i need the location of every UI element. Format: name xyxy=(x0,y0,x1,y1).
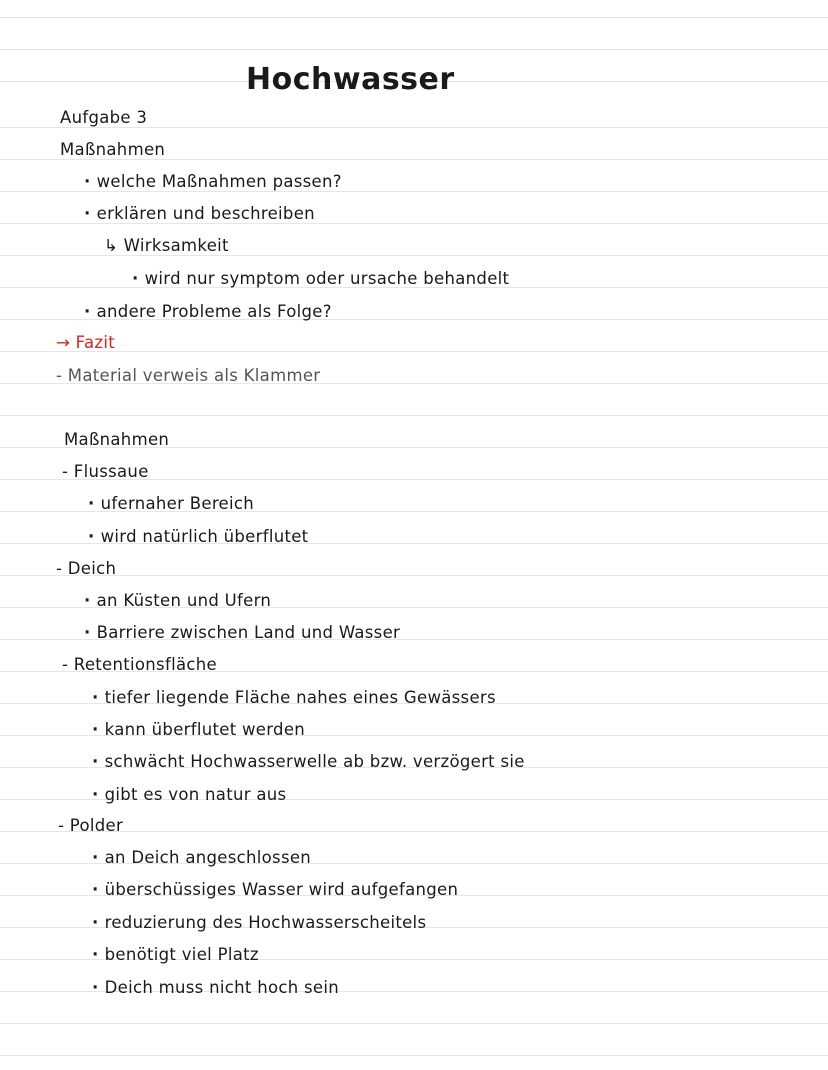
list-item: · an Küsten und Ufern xyxy=(84,591,271,611)
page-title: Hochwasser xyxy=(246,62,455,97)
list-item: · welche Maßnahmen passen? xyxy=(84,172,342,192)
list-item: · an Deich angeschlossen xyxy=(92,848,311,868)
list-item: · andere Probleme als Folge? xyxy=(84,302,332,322)
material-note: - Material verweis als Klammer xyxy=(56,366,321,385)
list-item: · kann überflutet werden xyxy=(92,720,305,740)
list-item: · ufernaher Bereich xyxy=(88,494,254,514)
list-item: · benötigt viel Platz xyxy=(92,945,259,965)
retention-label: - Retentionsfläche xyxy=(62,655,217,674)
list-item: · Deich muss nicht hoch sein xyxy=(92,978,339,998)
list-item: · reduzierung des Hochwasserscheitels xyxy=(92,913,426,933)
list-item: · erklären und beschreiben xyxy=(84,204,315,224)
list-item: · Barriere zwischen Land und Wasser xyxy=(84,623,400,643)
list-item: · wird natürlich überflutet xyxy=(88,527,308,547)
sub-item: ↳ Wirksamkeit xyxy=(104,236,229,255)
list-item: · schwächt Hochwasserwelle ab bzw. verzögert sie xyxy=(92,752,525,772)
list-item: · wird nur symptom oder ursache behandelt xyxy=(132,269,509,289)
section2-heading: Maßnahmen xyxy=(64,430,170,449)
flussaue-label: - Flussaue xyxy=(62,462,149,481)
fazit-note: → Fazit xyxy=(56,333,115,352)
list-item: · gibt es von natur aus xyxy=(92,785,286,805)
list-item: · tiefer liegende Fläche nahes eines Gewässers xyxy=(92,688,496,708)
list-item: · überschüssiges Wasser wird aufgefangen xyxy=(92,880,458,900)
task-label: Aufgabe 3 xyxy=(60,108,148,127)
section1-heading: Maßnahmen xyxy=(60,140,166,159)
deich-label: - Deich xyxy=(56,559,117,578)
polder-label: - Polder xyxy=(58,816,124,835)
